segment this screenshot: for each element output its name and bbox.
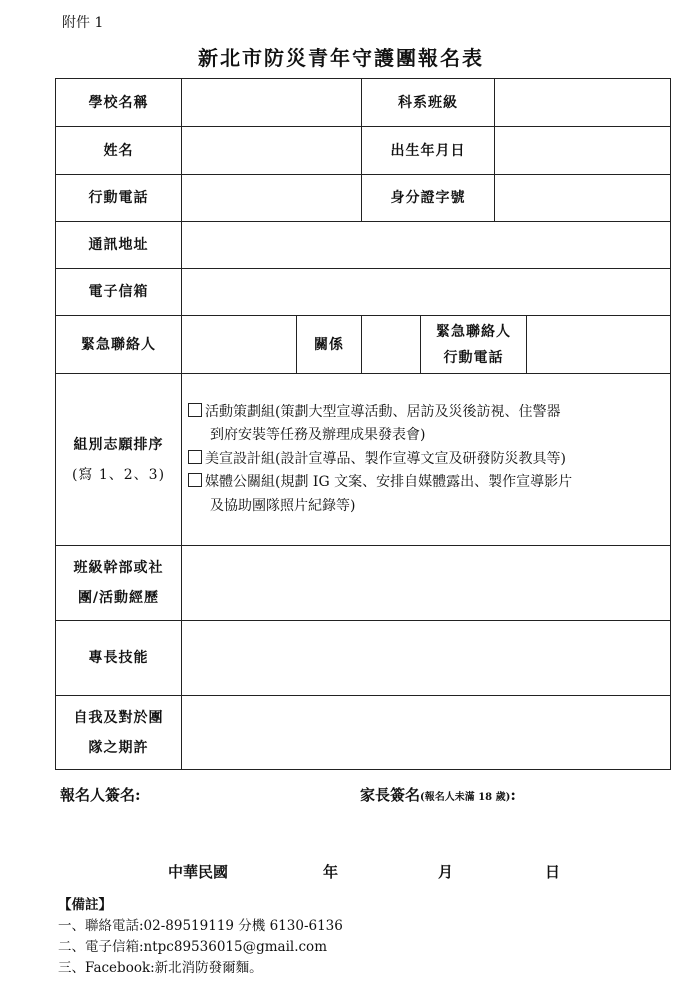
id-number-field[interactable] (495, 175, 671, 222)
cadre-experience-label-line2: 團/活動經歷 (77, 590, 160, 606)
skills-label: 專長技能 (56, 621, 182, 696)
name-label: 姓名 (56, 127, 182, 175)
choice-activity-planning-text-cont: 到府安裝等任務及辦理成果發表會) (210, 427, 426, 444)
choice-media-pr (188, 471, 664, 495)
choice-media-pr-text: 媒體公關組(規劃 IG 文案、安排自媒體露出、製作宣導影片 (205, 474, 573, 491)
parent-signature-label (360, 784, 516, 805)
birth-date-field[interactable] (495, 127, 671, 175)
choice-activity-planning (188, 401, 664, 425)
address-label: 通訊地址 (56, 222, 182, 269)
birth-date-label: 出生年月日 (362, 127, 495, 175)
email-field[interactable] (182, 269, 671, 316)
id-number-label: 身分證字號 (362, 175, 495, 222)
note-phone: 一、聯絡電話:02-89519119 分機 6130-6136 (58, 918, 343, 934)
choice-activity-planning-text: 活動策劃組(策劃大型宣導活動、居訪及災後訪視、住警器 (205, 403, 561, 420)
mobile-label: 行動電話 (56, 175, 182, 222)
notes-title: 【備註】 (58, 897, 112, 913)
relationship-label: 關係 (297, 316, 362, 374)
note-email: 二、電子信箱:ntpc89536015@gmail.com (58, 939, 327, 955)
choice-art-design (188, 448, 664, 472)
cadre-experience-label-line1: 班級幹部或社 (73, 560, 164, 576)
emergency-contact-field[interactable] (182, 316, 297, 374)
name-field[interactable] (182, 127, 362, 175)
form-title: 新北市防災青年守護團報名表 (198, 46, 484, 70)
skills-field[interactable] (182, 621, 671, 696)
date-year: 年 (323, 863, 339, 881)
date-day: 日 (545, 863, 561, 881)
group-preference-label-line2: (寫 1、2、3) (71, 466, 166, 483)
group-preference-label (56, 374, 182, 546)
relationship-field[interactable] (362, 316, 421, 374)
emergency-phone-label-line2: 行動電話 (443, 349, 504, 366)
expectations-label-line1: 自我及對於團 (73, 709, 164, 726)
choice-activity-planning-checkbox[interactable] (188, 403, 202, 417)
group-choices (182, 374, 671, 546)
applicant-signature-label: 報名人簽名: (60, 786, 141, 804)
expectations-field[interactable] (182, 696, 671, 770)
date-month: 月 (438, 863, 454, 881)
cadre-experience-label (56, 546, 182, 621)
choice-media-pr-checkbox[interactable] (188, 473, 202, 487)
email-label: 電子信箱 (56, 269, 182, 316)
school-name-label: 學校名稱 (56, 79, 182, 127)
department-class-label: 科系班級 (362, 79, 495, 127)
date-era: 中華民國 (168, 863, 229, 881)
parent-signature-colon: : (510, 786, 516, 804)
registration-form-table (55, 78, 671, 770)
emergency-phone-label (421, 316, 527, 374)
parent-signature-text: 家長簽名 (360, 786, 421, 804)
parent-signature-note: (報名人未滿 18 歲) (420, 792, 511, 803)
cadre-experience-field[interactable] (182, 546, 671, 621)
emergency-phone-label-line1: 緊急聯絡人 (436, 323, 512, 340)
expectations-label (56, 696, 182, 770)
choice-art-design-text: 美宣設計組(設計宣導品、製作宣導文宣及研發防災教具等) (205, 450, 566, 467)
group-preference-label-line1: 組別志願排序 (73, 436, 164, 453)
attachment-label: 附件 1 (62, 15, 104, 31)
expectations-label-line2: 隊之期許 (88, 739, 149, 756)
department-class-field[interactable] (495, 79, 671, 127)
emergency-phone-field[interactable] (527, 316, 671, 374)
address-field[interactable] (182, 222, 671, 269)
note-facebook: 三、Facebook:新北消防發爾麵。 (58, 960, 263, 976)
school-name-field[interactable] (182, 79, 362, 127)
mobile-field[interactable] (182, 175, 362, 222)
emergency-contact-label: 緊急聯絡人 (56, 316, 182, 374)
choice-media-pr-text-cont: 及協助團隊照片紀錄等) (210, 497, 356, 514)
choice-art-design-checkbox[interactable] (188, 450, 202, 464)
